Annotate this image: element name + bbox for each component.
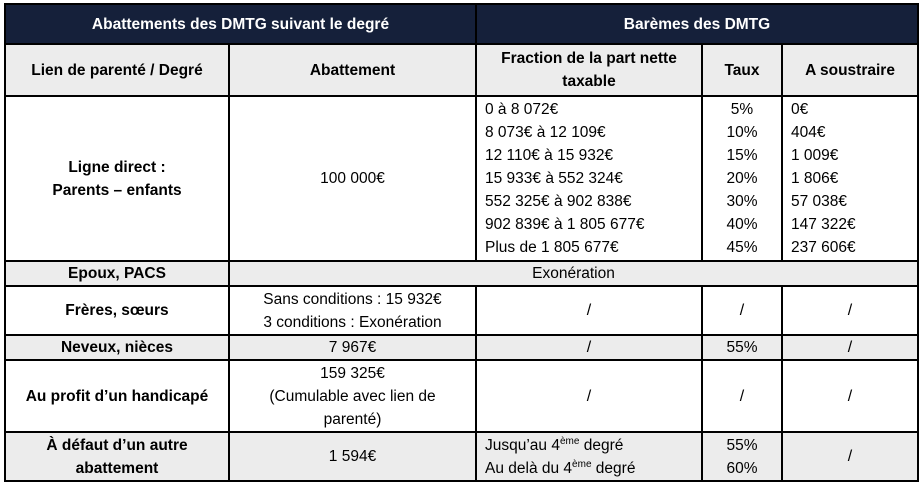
handicap-allowance-line3: parenté) [323,410,382,428]
bracket-deduct: 147 322€ [791,216,856,233]
bracket-rate: 15% [726,147,758,164]
handicap-fraction: / [476,360,702,432]
bracket-rate: 20% [726,170,758,187]
handicap-deduct: / [782,360,918,432]
bracket-fraction: 0 à 8 072€ [485,101,559,118]
siblings-label: Frères, sœurs [5,286,229,335]
bracket-fraction: 552 325€ à 902 838€ [485,193,632,210]
spouse-value: Exonération [229,261,918,286]
table-header-row [5,4,918,44]
col-allowance: Abattement [229,44,476,96]
direct-rates [702,96,782,261]
row-other [5,432,918,481]
other-fraction-line1: Jusqu’au 4ème degré [485,435,624,454]
row-spouse [5,261,918,286]
handicap-rate: / [702,360,782,432]
siblings-allowance-line2: 3 conditions : Exonération [263,313,442,331]
handicap-allowance-line1: 159 325€ [320,364,385,382]
bracket-deduct: 1 806€ [791,170,839,187]
nephews-allowance: 7 967€ [229,335,476,360]
handicap-allowance [229,360,476,432]
col-fraction: Fraction de la part nette taxable [476,44,702,96]
siblings-deduct: / [782,286,918,335]
other-fractions [476,432,702,481]
bracket-fraction: Plus de 1 805 677€ [485,239,619,256]
col-deduct: A soustraire [782,44,918,96]
bracket-deduct: 237 606€ [791,239,856,256]
other-rates [702,432,782,481]
baremes-header: Barèmes des DMTG [476,4,918,44]
other-deduct: / [782,432,918,481]
col-relationship: Lien de parenté / Degré [5,44,229,96]
bracket-deduct: 57 038€ [791,193,848,210]
abattements-header: Abattements des DMTG suivant le degré [5,4,476,44]
handicap-label: Au profit d’un handicapé [5,360,229,432]
other-fraction-line2: Au delà du 4ème degré [485,458,636,477]
bracket-rate: 10% [726,124,758,141]
siblings-allowance-line1: Sans conditions : 15 932€ [263,290,442,308]
direct-deducts [782,96,918,261]
nephews-rate: 55% [702,335,782,360]
other-rate-line1: 55% [726,436,758,454]
handicap-allowance-line2: (Cumulable avec lien de [269,387,436,405]
direct-allowance: 100 000€ [229,96,476,261]
bracket-rate: 40% [726,216,758,233]
bracket-fraction: 15 933€ à 552 324€ [485,170,623,187]
bracket-rate: 5% [730,101,754,118]
bracket-rate: 45% [726,239,758,256]
direct-fractions [476,96,702,261]
row-siblings [5,286,918,335]
column-header-row [5,44,918,96]
siblings-fraction: / [476,286,702,335]
other-rate-line2: 60% [726,459,758,477]
other-label-line1: À défaut d’un autre [46,436,188,454]
bracket-fraction: 902 839€ à 1 805 677€ [485,216,645,233]
direct-label-line1: Ligne direct : [68,158,166,176]
bracket-deduct: 404€ [791,124,826,141]
bracket-fraction: 12 110€ à 15 932€ [485,147,614,164]
bracket-deduct: 0€ [791,101,809,118]
siblings-rate: / [702,286,782,335]
bracket-deduct: 1 009€ [791,147,839,164]
other-label [5,432,229,481]
spouse-label: Epoux, PACS [5,261,229,286]
other-label-line2: abattement [75,459,159,477]
col-rate: Taux [702,44,782,96]
row-direct-line [5,96,918,261]
nephews-deduct: / [782,335,918,360]
nephews-fraction: / [476,335,702,360]
siblings-allowance [229,286,476,335]
direct-label-line2: Parents – enfants [52,181,182,199]
bracket-fraction: 8 073€ à 12 109€ [485,124,606,141]
row-handicap [5,360,918,432]
nephews-label: Neveux, nièces [5,335,229,360]
dmtg-table [4,3,919,482]
row-nephews [5,335,918,360]
direct-line-label [5,96,229,261]
bracket-rate: 30% [726,193,758,210]
other-allowance: 1 594€ [229,432,476,481]
